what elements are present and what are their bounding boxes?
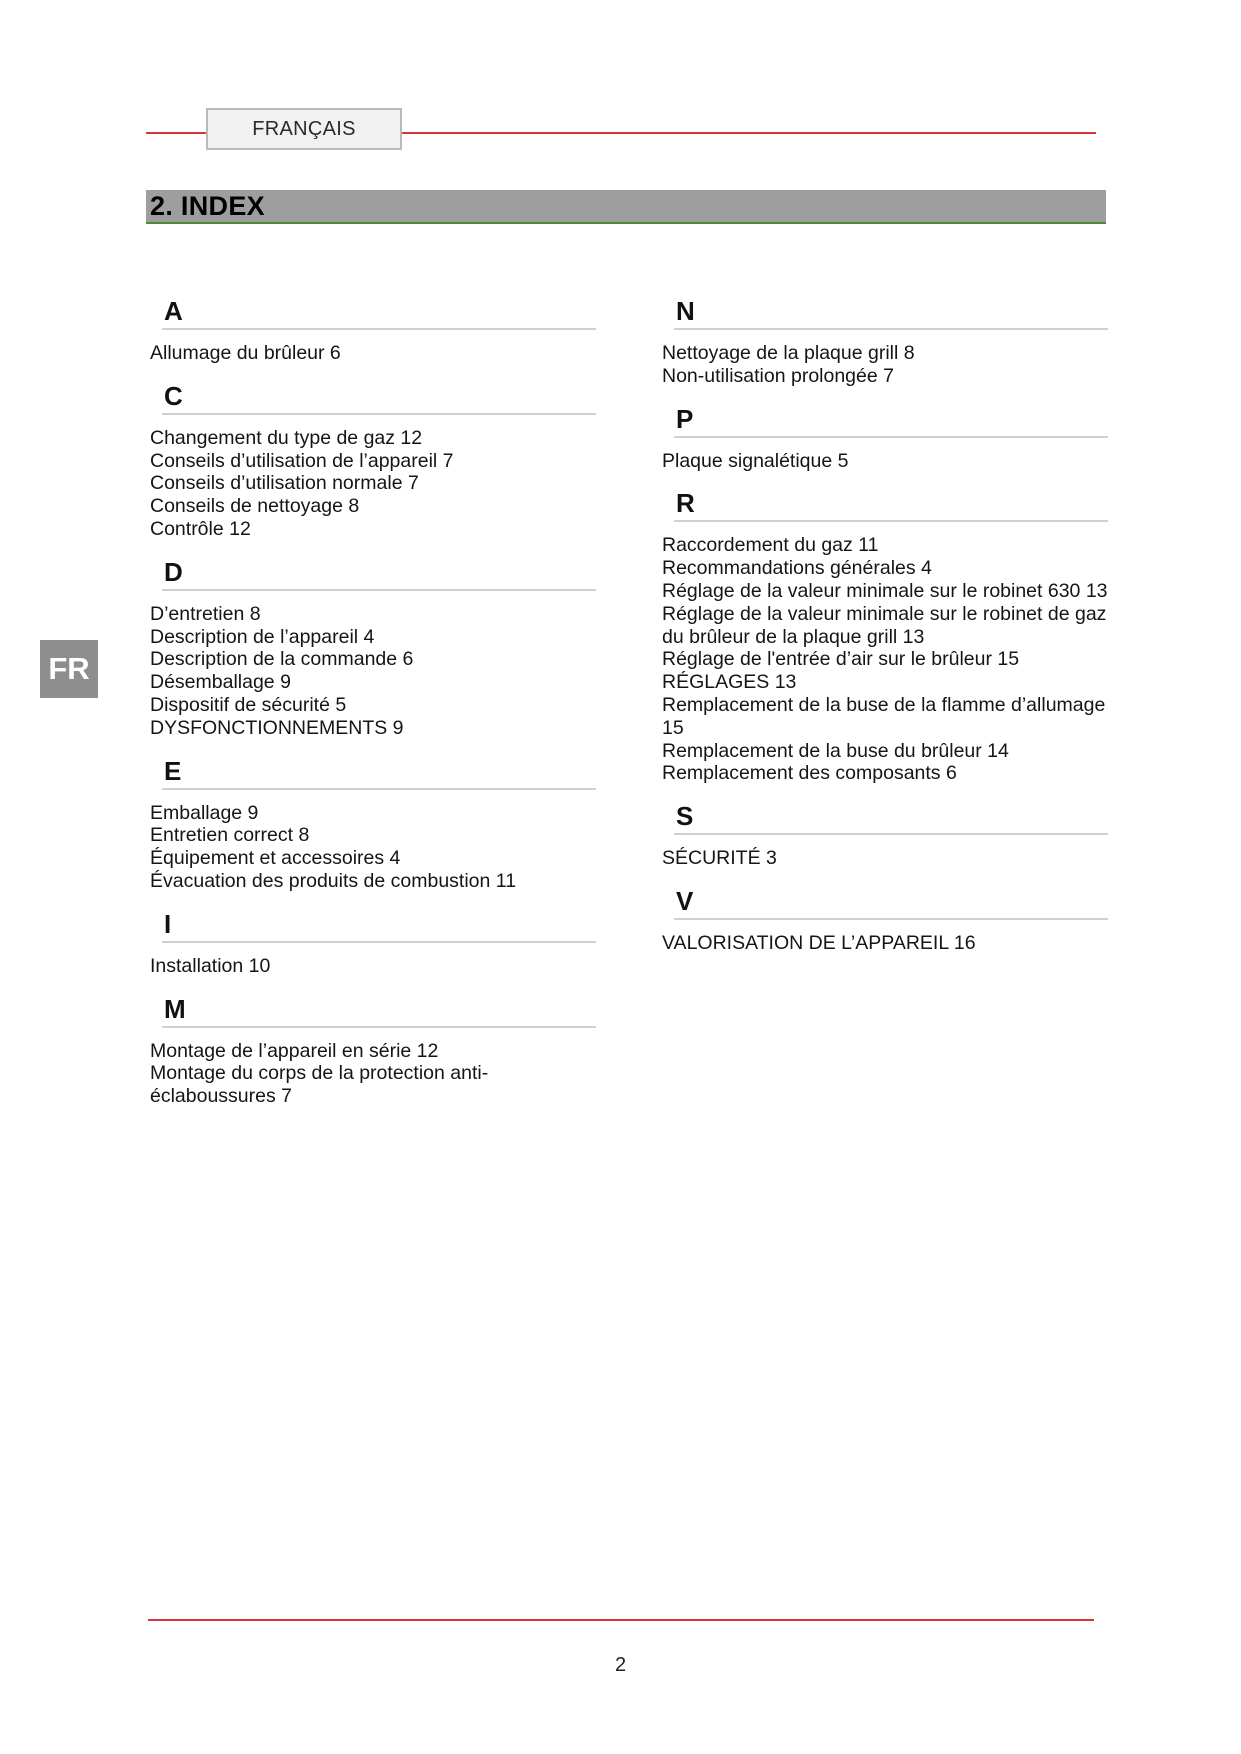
index-entry: Conseils d’utilisation normale 7: [150, 472, 419, 495]
index-entry: Installation 10: [150, 954, 271, 977]
index-entry: Conseils de nettoyage 8: [150, 495, 360, 518]
index-entry: Dispositif de sécurité 5: [150, 693, 347, 716]
entry-list: [662, 450, 1108, 473]
section-header: [674, 400, 1108, 438]
header-rule-left: [146, 132, 208, 134]
section-letter: E: [164, 755, 182, 786]
index-entry: Désemballage 9: [150, 671, 291, 694]
section-letter: S: [676, 801, 694, 832]
index-section-p: [662, 400, 1108, 473]
section-header: [162, 292, 596, 330]
index-entry: Remplacement de la buse du brûleur 14: [662, 739, 1009, 762]
index-entry: VALORISATION DE L’APPAREIL 16: [662, 931, 976, 954]
index-entry: Emballage 9: [150, 801, 259, 824]
index-section-e: [150, 752, 596, 893]
index-section-c: [150, 377, 596, 541]
index-section-s: [662, 797, 1108, 870]
section-header: [674, 882, 1108, 920]
index-column-left: [150, 292, 596, 1120]
page-number: 2: [614, 1654, 627, 1676]
entry-list: [150, 802, 596, 893]
index-section-m: [150, 990, 596, 1108]
page-title: 2. INDEX: [150, 191, 265, 221]
index-column-right: [662, 292, 1108, 967]
entry-list: [150, 342, 596, 365]
index-entry: Plaque signalétique 5: [662, 449, 849, 472]
index-entry: SÉCURITÉ 3: [662, 847, 777, 870]
index-entry: Recommandations générales 4: [662, 557, 932, 580]
section-header: [162, 377, 596, 415]
index-entry: Description de la commande 6: [150, 648, 414, 671]
index-title-bar: [146, 190, 1106, 224]
index-entry: Évacuation des produits de combustion 11: [150, 869, 517, 892]
index-entry: DYSFONCTIONNEMENTS 9: [150, 716, 404, 739]
section-header: [162, 905, 596, 943]
index-entry: Description de l’appareil 4: [150, 625, 375, 648]
index-section-a: [150, 292, 596, 365]
index-entry: Changement du type de gaz 12: [150, 426, 423, 449]
entry-list: [150, 603, 596, 740]
index-section-i: [150, 905, 596, 978]
language-side-tab: FR: [40, 640, 98, 698]
entry-list: [662, 932, 1108, 955]
section-header: [162, 553, 596, 591]
index-section-v: [662, 882, 1108, 955]
section-header: [674, 484, 1108, 522]
index-entry: Remplacement de la buse de la flamme d’allumage 15: [662, 693, 1106, 739]
index-entry: Entretien correct 8: [150, 824, 310, 847]
index-entry: Réglage de l'entrée d’air sur le brûleur 15: [662, 648, 1020, 671]
entry-list: [150, 427, 596, 541]
section-header: [162, 990, 596, 1028]
index-entry: Réglage de la valeur minimale sur le robinet de gaz du brûleur de la plaque grill 13: [662, 602, 1107, 648]
section-letter: I: [164, 908, 172, 939]
index-entry: Montage de l’appareil en série 12: [150, 1039, 439, 1062]
index-entry: RÉGLAGES 13: [662, 671, 797, 694]
index-entry: Montage du corps de la protection anti-éclaboussures 7: [150, 1062, 489, 1108]
index-section-r: [662, 484, 1108, 785]
language-label: FRANÇAIS: [206, 108, 402, 150]
section-header: [674, 292, 1108, 330]
section-letter: R: [676, 488, 695, 519]
index-entry: D’entretien 8: [150, 602, 261, 625]
index-entry: Allumage du brûleur 6: [150, 342, 341, 364]
entry-list: [150, 1040, 596, 1108]
entry-list: [662, 847, 1108, 870]
section-letter: M: [164, 993, 186, 1024]
section-letter: A: [164, 296, 183, 326]
entry-list: [150, 955, 596, 978]
index-entry: Remplacement des composants 6: [662, 762, 957, 785]
section-letter: C: [164, 380, 183, 411]
section-letter: D: [164, 556, 183, 587]
section-letter: V: [676, 885, 694, 916]
section-letter: P: [676, 403, 694, 434]
section-letter: N: [676, 296, 695, 326]
footer-rule: [148, 1619, 1094, 1621]
index-entry: Réglage de la valeur minimale sur le robinet 630 13: [662, 579, 1108, 602]
section-header: [674, 797, 1108, 835]
entry-list: [662, 342, 1108, 388]
index-section-d: [150, 553, 596, 740]
entry-list: [662, 534, 1108, 785]
index-section-n: [662, 292, 1108, 388]
index-entry: Conseils d’utilisation de l’appareil 7: [150, 449, 454, 472]
index-entry: Raccordement du gaz 11: [662, 534, 879, 557]
index-entry: Nettoyage de la plaque grill 8: [662, 342, 915, 364]
section-header: [162, 752, 596, 790]
index-entry: Équipement et accessoires 4: [150, 847, 401, 870]
header-rule-right: [400, 132, 1096, 134]
index-entry: Non-utilisation prolongée 7: [662, 364, 894, 387]
index-entry: Contrôle 12: [150, 517, 251, 540]
